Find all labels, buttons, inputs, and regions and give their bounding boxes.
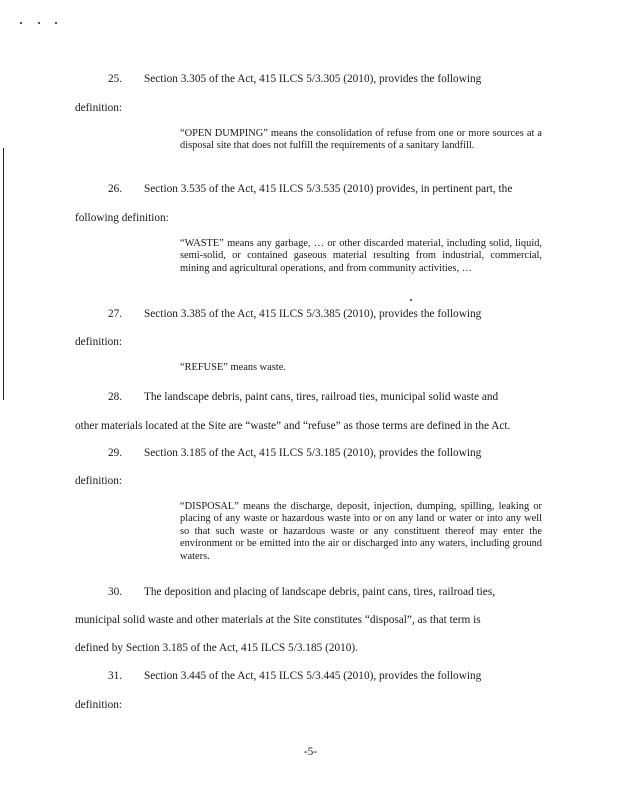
paragraph-text: municipal solid waste and other materials at the Site constitutes “disposal”, as that term is (75, 614, 481, 626)
paragraph-number: 25. (108, 73, 123, 85)
paragraph-text: definition: (75, 336, 123, 348)
block-quote: “WASTE” means any garbage, … or other discarded material, including solid, liquid, semi-solid, or contained gaseous material resulting from industrial, commercial, mining and agricultural operations, and from community activities, … (180, 238, 542, 274)
block-quote: “DISPOSAL” means the discharge, deposit, injection, dumping, spilling, leaking or placing of any waste or hazardous waste into or on any land or water or into any well so that such waste or hazardous waste or any constituent thereof may enter the environment or be emitted into the air or discharged into any waters, including ground waters. (180, 501, 542, 562)
paragraph-text: Section 3.535 of the Act, 415 ILCS 5/3.535 (2010) provides, in pertinent part, the (144, 183, 513, 195)
paragraph-text: Section 3.445 of the Act, 415 ILCS 5/3.445 (2010), provides the following (144, 670, 482, 682)
paragraph-text: following definition: (75, 212, 169, 224)
block-quote: “REFUSE” means waste. (180, 362, 286, 373)
paragraph-text: defined by Section 3.185 of the Act, 415 ILCS 5/3.185 (2010). (75, 642, 359, 654)
paragraph-text: definition: (75, 102, 123, 114)
paragraph-number: 29. (108, 447, 123, 459)
paragraph-number: 26. (108, 183, 123, 195)
paragraph-number: 28. (108, 391, 123, 403)
scan-mark (410, 299, 412, 301)
paragraph-text: definition: (75, 475, 123, 487)
paragraph-text: Section 3.385 of the Act, 415 ILCS 5/3.385 (2010), provides the following (144, 308, 482, 320)
scan-mark (20, 22, 22, 24)
paragraph-number: 27. (108, 308, 123, 320)
margin-change-bar (3, 148, 4, 400)
paragraph-text: definition: (75, 699, 123, 711)
paragraph-text: other materials located at the Site are “waste” and “refuse” as those terms are defined in the Act. (75, 420, 511, 432)
paragraph-number: 31. (108, 670, 123, 682)
scan-mark (55, 22, 57, 24)
scan-mark (38, 22, 40, 24)
block-quote: “OPEN DUMPING” means the consolidation of refuse from one or more sources at a disposal site that does not fulfill the requirements of a sanitary landfill. (180, 128, 542, 152)
paragraph-text: Section 3.185 of the Act, 415 ILCS 5/3.185 (2010), provides the following (144, 447, 482, 459)
paragraph-number: 30. (108, 586, 123, 598)
paragraph-text: The deposition and placing of landscape debris, paint cans, tires, railroad ties, (144, 586, 496, 598)
paragraph-text: Section 3.305 of the Act, 415 ILCS 5/3.305 (2010), provides the following (144, 73, 482, 85)
paragraph-text: The landscape debris, paint cans, tires, railroad ties, municipal solid waste and (144, 391, 499, 403)
page-number: -5- (303, 746, 318, 758)
